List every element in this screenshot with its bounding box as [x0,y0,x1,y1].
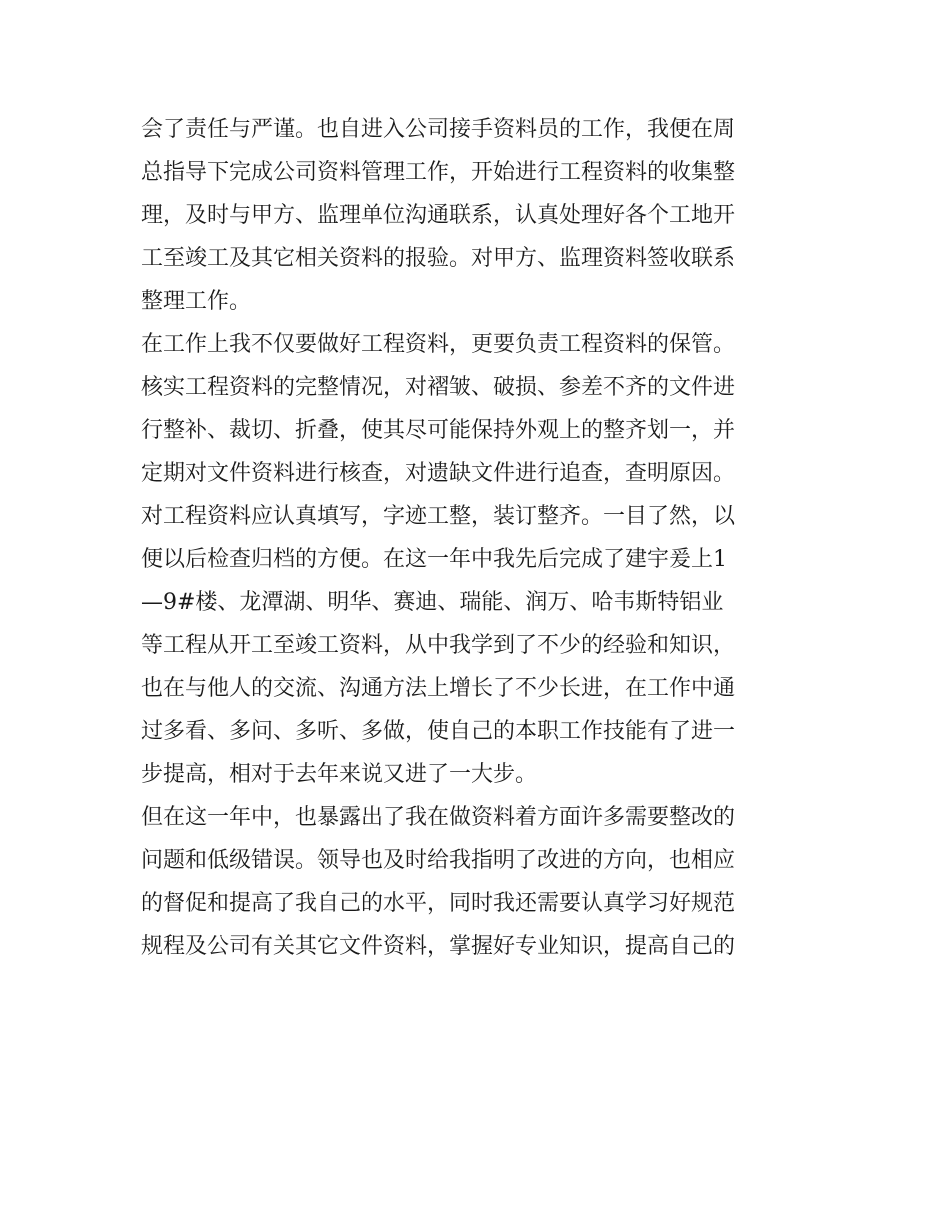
text-line-15: 过多看、多问、多听、多做，使自己的本职工作技能有了进一 [141,719,736,744]
text-line-4: 工至竣工及其它相关资料的报验。对甲方、监理资料签收联系 [141,246,736,271]
text-line-13: 等工程从开工至竣工资料，从中我学到了不少的经验和知识， [141,633,736,658]
text-line-19: 的督促和提高了我自己的水平，同时我还需要认真学习好规范 [141,891,736,916]
text-line-1: 会了责任与严谨。也自进入公司接手资料员的工作，我便在周 [141,117,736,142]
text-line-5: 整理工作。 [141,289,252,314]
text-line-18: 问题和低级错误。领导也及时给我指明了改进的方向，也相应 [141,848,736,873]
text-line-8: 行整补、裁切、折叠，使其尽可能保持外观上的整齐划一，并 [141,418,736,443]
body-text [141,108,821,968]
text-line-17: 但在这一年中，也暴露出了我在做资料着方面许多需要整改的 [141,805,736,830]
text-line-3: 理，及时与甲方、监理单位沟通联系，认真处理好各个工地开 [141,203,736,228]
text-line-7: 核实工程资料的完整情况，对褶皱、破损、参差不齐的文件进 [141,375,736,400]
text-line-2: 总指导下完成公司资料管理工作，开始进行工程资料的收集整 [141,160,736,185]
text-line-20: 规程及公司有关其它文件资料，掌握好专业知识，提高自己的 [141,934,736,959]
text-line-9: 定期对文件资料进行核查，对遗缺文件进行追查，查明原因。 [141,461,736,486]
text-line-6: 在工作上我不仅要做好工程资料，更要负责工程资料的保管。 [141,332,736,357]
text-line-12: —9#楼、龙潭湖、明华、赛迪、瑞能、润万、哈韦斯特铝业 [141,590,724,615]
text-line-11: 便以后检查归档的方便。在这一年中我先后完成了建宇爰上1 [141,547,727,572]
text-line-10: 对工程资料应认真填写，字迹工整，装订整齐。一目了然，以 [141,504,736,529]
text-line-16: 步提高，相对于去年来说又进了一大步。 [141,762,538,787]
text-line-14: 也在与他人的交流、沟通方法上增长了不少长进，在工作中通 [141,676,736,701]
